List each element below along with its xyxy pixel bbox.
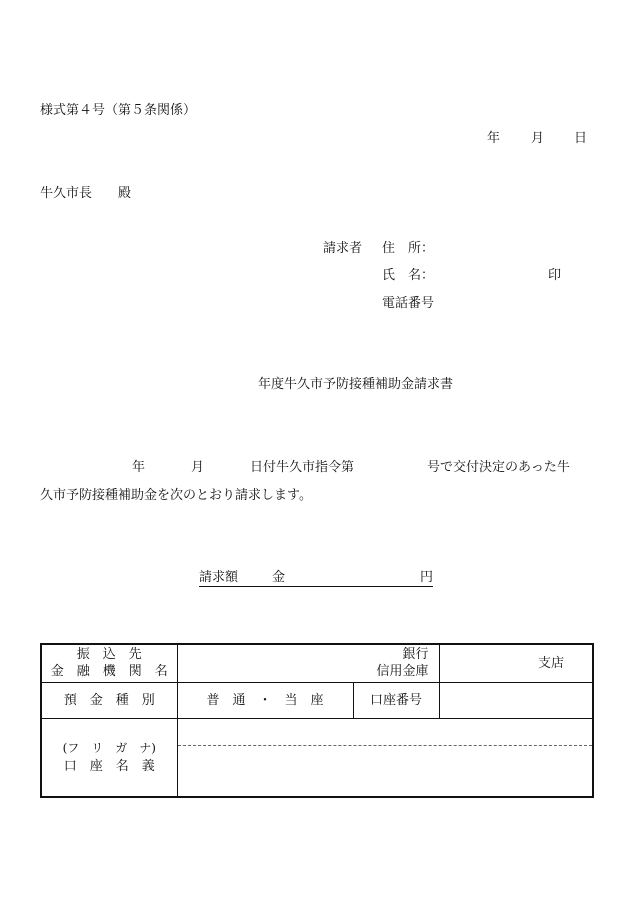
- furigana-field[interactable]: [178, 719, 593, 745]
- seal-mark: 印: [548, 268, 562, 283]
- transfer-to-label: 振 込 先: [76, 647, 142, 663]
- account-holder-name-field[interactable]: [178, 745, 593, 796]
- body-month: 月: [191, 460, 205, 475]
- bank-name-cell[interactable]: [177, 644, 439, 682]
- date-day: 日: [574, 131, 588, 146]
- account-holder-label: 口 座 名 義: [63, 758, 155, 774]
- amount-kin: 金: [272, 570, 286, 585]
- furigana-label: (フ リ ガ ナ): [62, 740, 156, 755]
- date-month: 月: [531, 131, 545, 146]
- date-year: 年: [487, 131, 501, 146]
- body-year: 年: [132, 460, 146, 475]
- address-label: 住 所：: [382, 241, 435, 256]
- amount-label: 請求額: [199, 570, 239, 585]
- phone-label: 電話番号: [382, 296, 435, 311]
- institution-label: 金 融 機 関 名: [50, 664, 168, 680]
- institution-header-cell: [41, 644, 177, 682]
- account-number-field[interactable]: [439, 682, 593, 718]
- bank-account-table: [40, 643, 594, 798]
- name-label: 氏 名：: [382, 268, 435, 283]
- form-number: 様式第４号（第５条関係）: [40, 103, 197, 118]
- account-number-label: 口座番号: [353, 682, 439, 718]
- body-date-suffix: 日付牛久市指令第: [250, 460, 355, 475]
- deposit-type-options[interactable]: 普 通 ・ 当 座: [177, 682, 353, 718]
- body-line2: 久市予防接種補助金を次のとおり請求します。: [40, 488, 312, 503]
- account-holder-field[interactable]: [177, 718, 593, 797]
- deposit-type-label: 預 金 種 別: [41, 682, 177, 718]
- addressee: 牛久市長 殿: [40, 186, 132, 201]
- branch-label: 支店: [538, 655, 565, 671]
- requester-label: 請求者: [323, 241, 363, 256]
- bank-label: 銀行: [402, 647, 429, 663]
- credit-union-label: 信用金庫: [376, 664, 429, 680]
- branch-cell[interactable]: [439, 644, 593, 682]
- account-holder-label-cell: [41, 718, 177, 797]
- amount-yen: 円: [420, 570, 434, 585]
- body-number-suffix: 号で交付決定のあった牛: [427, 460, 570, 475]
- document-title: 年度牛久市予防接種補助金請求書: [258, 377, 454, 392]
